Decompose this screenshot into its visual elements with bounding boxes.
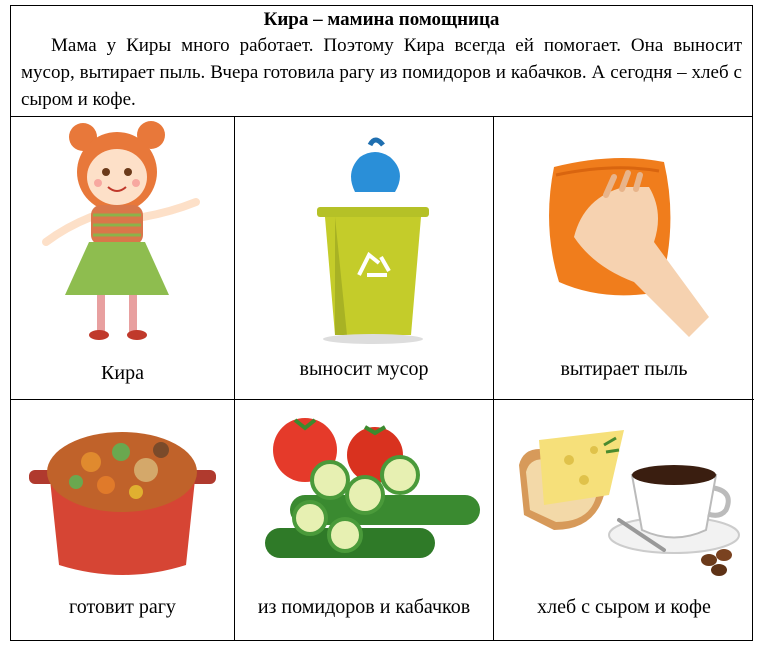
tomatoes-zucchini-icon <box>235 400 493 590</box>
card-caption: выносит мусор <box>299 358 429 380</box>
card-kira <box>11 117 234 399</box>
card-caption: из помидоров и кабачков <box>257 596 471 618</box>
story-text: Мама у Киры много работает. Поэтому Кира всегда ей помогает. Она выносит мусор, вытирает пыль. Вчера готовила рагу из помидоров и кабачков. А сегодня – хлеб с сыром и кофе. <box>21 35 742 110</box>
card-breakfast <box>494 400 754 641</box>
bread-cheese-coffee-icon <box>494 400 754 590</box>
stew-pot-icon <box>11 400 234 590</box>
card-trash <box>235 117 493 399</box>
card-caption: вытирает пыль <box>560 358 688 380</box>
card-caption: Кира <box>101 362 144 384</box>
girl-icon <box>11 117 234 357</box>
trash-bin-icon <box>235 117 493 347</box>
card-dust <box>494 117 754 399</box>
card-vegetables <box>235 400 493 641</box>
card-caption: готовит рагу <box>69 596 176 618</box>
hand-wiping-cloth-icon <box>494 117 754 347</box>
card-caption: хлеб с сыром и кофе <box>537 596 711 618</box>
card-stew <box>11 400 234 641</box>
story-box <box>10 5 753 117</box>
picture-grid <box>10 117 753 641</box>
story-title: Кира – мамина помощница <box>263 9 500 30</box>
